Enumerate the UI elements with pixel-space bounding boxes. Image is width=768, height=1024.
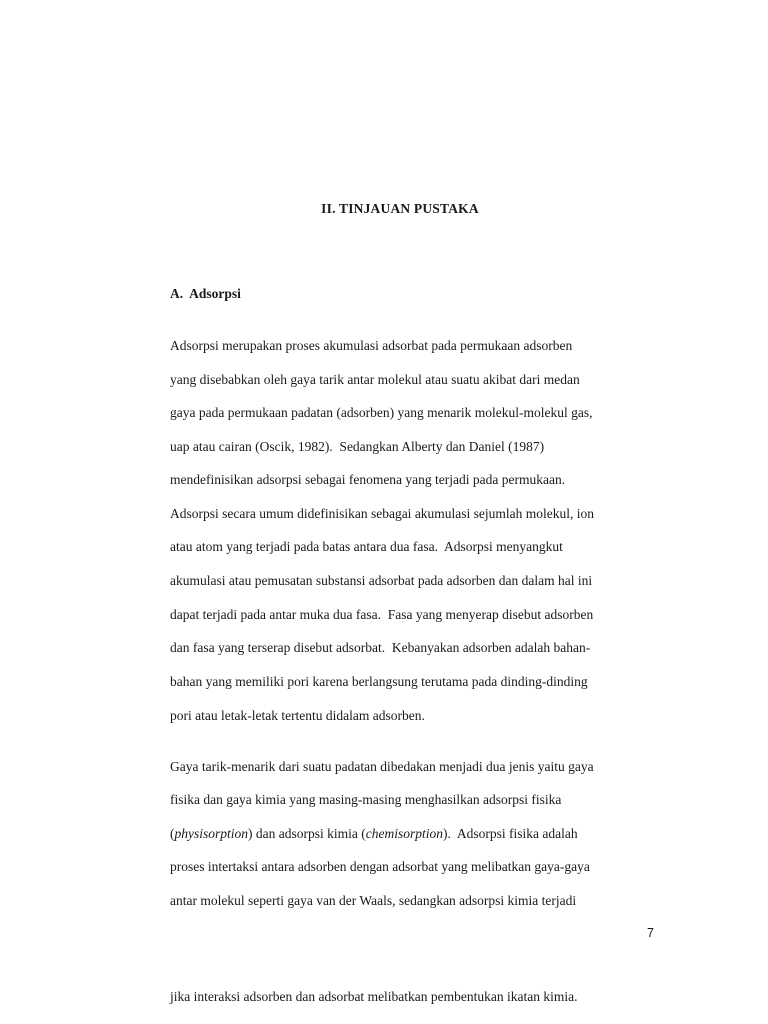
section-heading: A. Adsorpsi [170,286,241,301]
paragraph-line [170,824,578,844]
paragraph-line: bahan yang memiliki pori karena berlangsung terutama pada dinding-dinding [170,674,588,689]
paragraph-line: uap atau cairan (Oscik, 1982). Sedangkan Alberty dan Daniel (1987) [170,439,545,454]
next-page-line: jika interaksi adsorben dan adsorbat melibatkan pembentukan ikatan kimia. [170,989,578,1004]
paragraph-line: Adsorpsi merupakan proses akumulasi adsorbat pada permukaan adsorben [170,338,573,353]
text-segment: ) dan adsorpsi kimia ( [248,826,366,841]
paragraph-line: Adsorpsi secara umum didefinisikan sebagai akumulasi sejumlah molekul, ion [170,506,595,521]
italic-term-physisorption: physisorption [174,826,249,841]
paragraph-line: akumulasi atau pemusatan substansi adsorbat pada adsorben dan dalam hal ini [170,573,593,588]
paragraph-line: Gaya tarik-menarik dari suatu padatan dibedakan menjadi dua jenis yaitu gaya [170,759,594,774]
paragraph-line: mendefinisikan adsorpsi sebagai fenomena yang terjadi pada permukaan. [170,472,566,487]
text-segment: ). Adsorpsi fisika adalah [443,826,578,841]
page-number: 7 [647,926,654,940]
paragraph-line: yang disebabkan oleh gaya tarik antar molekul atau suatu akibat dari medan [170,372,580,387]
paren-open: ( [170,826,175,841]
paragraph-line: fisika dan gaya kimia yang masing-masing menghasilkan adsorpsi fisika [170,792,562,807]
italic-term-chemisorption: chemisorption [365,826,443,841]
paragraph-line: antar molekul seperti gaya van der Waals, sedangkan adsorpsi kimia terjadi [170,893,577,908]
paragraph-line: dan fasa yang terserap disebut adsorbat. Kebanyakan adsorben adalah bahan- [170,640,591,655]
paragraph-line: gaya pada permukaan padatan (adsorben) yang menarik molekul-molekul gas, [170,405,593,420]
paragraph-line: dapat terjadi pada antar muka dua fasa. Fasa yang menyerap disebut adsorben [170,607,594,622]
paragraph-line: proses intertaksi antara adsorben dengan adsorbat yang melibatkan gaya-gaya [170,859,590,874]
chapter-title: II. TINJAUAN PUSTAKA [321,201,479,216]
paragraph-line: pori atau letak-letak tertentu didalam adsorben. [170,708,425,723]
paragraph-line: atau atom yang terjadi pada batas antara dua fasa. Adsorpsi menyangkut [170,539,563,554]
